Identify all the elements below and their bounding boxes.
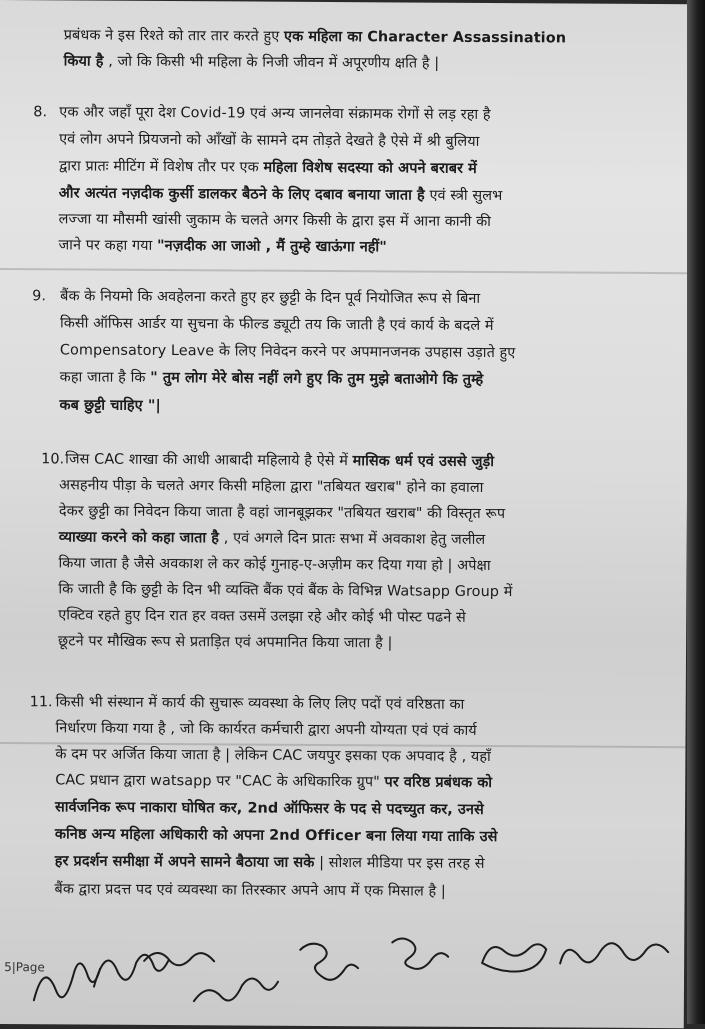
signature-3 [144, 953, 214, 966]
p8-line-3 [59, 157, 705, 179]
point-number-10: 10. [41, 451, 65, 468]
text: जाने पर कहा गया [58, 237, 153, 254]
p8-line-5: लज्जा या मौसमी खांसी जुकाम के चलते अगर किसी के द्वारा इस में आना कानी की [58, 211, 492, 231]
p11-line-4 [55, 771, 705, 793]
p9-line-5 [59, 396, 705, 418]
text-bold: हर प्रदर्शन समीक्षा में अपने सामने बैठाया जा सके [54, 853, 315, 871]
text: , जो कि किसी भी महिला के निजी जीवन में अपूरणीय क्षति है | [108, 53, 440, 72]
p10-line-8: छूटने पर मौखिक रूप से प्रताड़ित एवं अपमानित किया जाता है | [58, 633, 393, 652]
signature-5 [300, 944, 358, 980]
p11-line-3: के दम पर अर्जित किया जाता है | लेकिन CAC जयपुर इसका एक अपवाद है , यहाँ [55, 746, 491, 766]
p9-line-3: Compensatory Leave के लिए निवेदन करने पर अपमानजनक उपहास उड़ाते हुए [59, 342, 516, 362]
text-bold: एक महिला का Character Assassination [283, 28, 567, 47]
text-bold: " तुम लोग मेरे बोस नहीं लगे हुए कि तुम मुझे बताओगे कि तुम्हे [150, 369, 484, 388]
signatures [0, 920, 684, 1028]
p11-line-6 [55, 825, 705, 847]
text-bold: कब छुट्टी चाहिए "| [59, 397, 161, 414]
point-number-11: 11. [29, 694, 53, 711]
p10-line-3: देकर छुट्टी का निवेदन किया जाता है वहां जानबूझकर "तबियत खराब" की विस्तृत रूप [58, 503, 506, 523]
text-bold: और अत्यंत नज़दीक कुर्सी डालकर बैठने के लिए दबाव बनाया जाता है [58, 185, 425, 204]
intro-line-2 [64, 52, 705, 74]
text: एवं स्त्री सुलभ [429, 187, 503, 205]
p11-line-5 [55, 798, 705, 820]
text: कहा जाता है कि [59, 369, 146, 386]
text: जिस CAC शाखा की आधी आबादी महिलाये है ऐसे में [65, 451, 349, 470]
text: , एवं अगले दिन प्रातः सभा में अवकाश हेतु जलील [223, 530, 486, 548]
text: | सोशल मीडिया पर इस तरह से [319, 854, 485, 872]
p8-line-4 [59, 184, 705, 206]
signature-4 [194, 978, 278, 1002]
text-bold: व्याख्या करने को कहा जाता है [58, 529, 220, 547]
background-edge [687, 0, 705, 1024]
text-bold: महिला विशेष सदस्या को अपने बराबर में [263, 159, 477, 177]
p11-line-7 [55, 852, 705, 874]
p10-line-7: एक्टिव रहते हुए दिन रात हर वक्त उसमें उलझा रहे और कोई भी पोस्ट पढने से [58, 607, 466, 626]
text: द्वारा प्रातः मीटिंग में विशेष तौर पर एक [58, 158, 259, 176]
p11-line-2: निर्धारण किया गया है , जो कि कार्यरत कर्मचारी द्वारा अपनी योग्यता एवं एवं कार्य [55, 720, 477, 739]
text-bold: सार्वजनिक रूप नाकारा घोषित कर, 2nd ऑफिसर के पद से पदच्युत कर, उनसे [55, 799, 484, 818]
p9-line-4 [60, 368, 705, 390]
page-number-label: 5|Page [4, 960, 45, 975]
p10-line-1 [65, 450, 705, 472]
text-bold: किया है [63, 53, 104, 70]
p10-line-4 [59, 528, 705, 550]
p10-line-5: किया जाता है जैसे अवकाश ले कर कोई गुनाह-ए-अज़ीम कर दिया गया हो | अपेक्षा [58, 555, 491, 575]
p8-line-1: एक और जहाँ पूरा देश Covid-19 एवं अन्य जानलेवा संक्रामक रोगों से लड़ रहा है [59, 104, 491, 123]
p8-line-6 [58, 236, 705, 258]
intro-line-1 [64, 26, 705, 48]
text: CAC प्रधान द्वारा watsapp पर "CAC के अधिकारिक ग्रुप" [55, 772, 380, 791]
p11-line-8: बैंक द्वारा प्रदत्त पद एवं व्यवस्था का तिरस्कार अपने आप में एक मिसाल है | [54, 881, 446, 900]
p10-line-2: असहनीय पीड़ा के चलते अगर किसी महिला द्वारा "तबियत खराब" होने का हवाला [58, 477, 484, 496]
p9-line-2: किसी ऑफिस आर्डर या सुचना के फील्ड ड्यूटी तय कि जाती है एवं कार्य के बदले में [59, 315, 494, 335]
text-bold: मासिक धर्म एवं उससे जुड़ी [352, 453, 495, 471]
signature-1 [34, 963, 100, 1000]
p11-line-1: किसी भी संस्थान में कार्य की सुचारू व्यवस्था के लिए लिए पदों एवं वरिष्ठता का [55, 694, 465, 713]
text-bold: "नज़दीक आ जाओ , मैं तुम्हे खाऊंगा नहीं" [157, 237, 387, 256]
signature-8 [560, 943, 668, 964]
point-number-9: 9. [32, 288, 46, 305]
signature-6 [392, 938, 448, 969]
signature-7 [482, 944, 546, 972]
text-bold: कनिष्ठ अन्य महिला अधिकारी को अपना 2nd Officer बना लिया गया ताकि उसे [54, 826, 498, 846]
p8-line-2: एवं लोग अपने प्रियजनो को आँखों के सामने दम तोड़ते देखते है ऐसे में श्री बुलिया [59, 131, 480, 150]
text-bold: पर वरिष्ठ प्रबंधक को [384, 774, 493, 792]
p9-line-1: बैंक के नियमो कि अवहेलना करते हुए हर छुट्टी के दिन पूर्व नियोजित रूप से बिना [60, 288, 481, 307]
point-number-8: 8. [33, 104, 48, 121]
signature-2 [94, 954, 168, 987]
fold-line [0, 268, 688, 274]
p10-line-6: कि जाती है कि छुट्टी के दिन भी व्यक्ति बैंक एवं बैंक के विभिन्न Watsapp Group में [58, 581, 513, 601]
text: प्रबंधक ने इस रिश्ते को तार तार करते हुए [63, 27, 280, 45]
